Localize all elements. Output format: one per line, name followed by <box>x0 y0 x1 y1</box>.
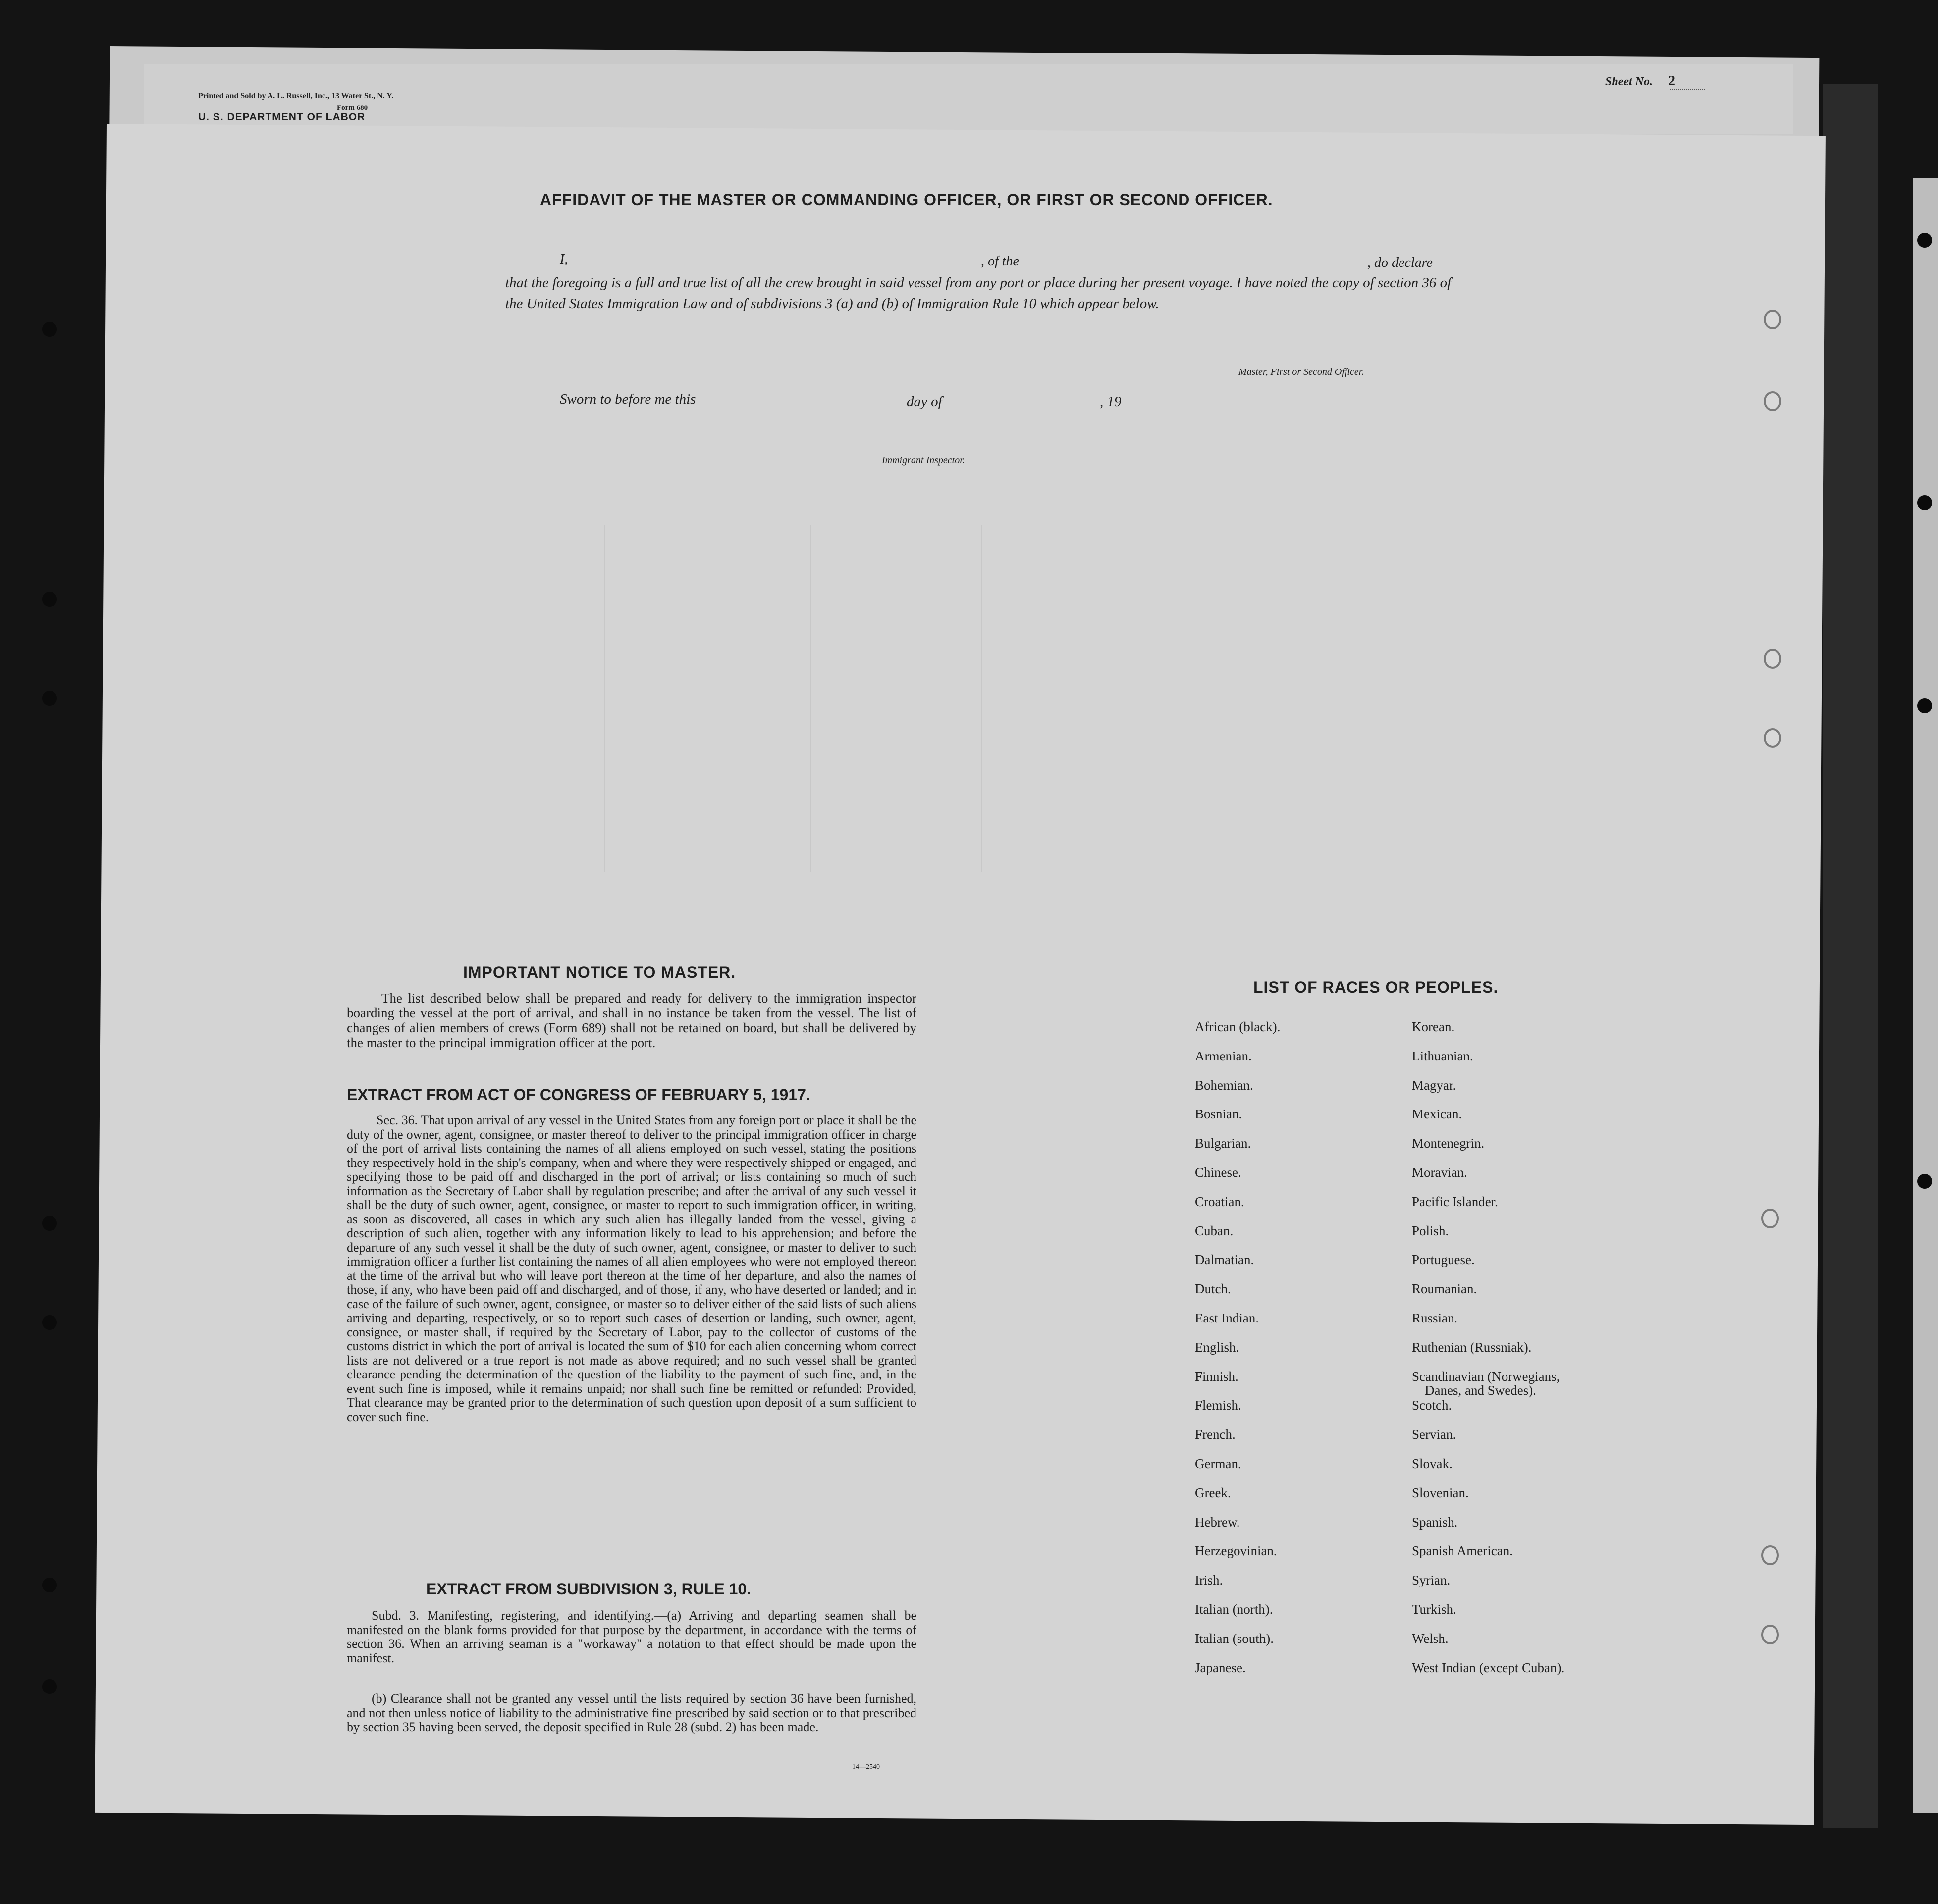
notice-body: The list described below shall be prepared and ready for delivery to the immigration inspector boarding the vessel at the port of arrival, and shall in no instance be taken from the vessel. The list of changes of alien members of crews (Form 689) shall not be retained on board, but shall be delivered by the master to the principal immigration officer at the port. <box>347 991 916 1050</box>
binder-hole <box>42 1216 57 1231</box>
page-shadow <box>1823 84 1878 1828</box>
binder-hole <box>42 1578 57 1592</box>
race-list-item: Polish. <box>1412 1223 1449 1238</box>
affidavit-declare-label: , do declare <box>1367 255 1433 270</box>
inspector-signature-label: Immigrant Inspector. <box>882 455 965 466</box>
bleed-through-line <box>981 525 982 872</box>
race-list-item: Japanese. <box>1195 1660 1246 1675</box>
race-list-item: Servian. <box>1412 1427 1456 1442</box>
race-list-item: Flemish. <box>1195 1398 1241 1413</box>
binder-hole <box>1917 495 1932 510</box>
race-list-item: Mexican. <box>1412 1107 1462 1121</box>
act-extract-body: Sec. 36. That upon arrival of any vessel in the United States from any foreign port or place it shall be the duty of the owner, agent, consignee, or master thereof to deliver to the principal immigration officer in charge of the port of arrival lists containing the names of all aliens employed on such vessel, stating the positions they respectively hold in the ship's company, when and where they were respectively shipped or engaged, and specifying those to be paid off and discharged in the port of arrival; or lists containing so much of such information as the Secretary of Labor shall by regulation prescribe; and after the arrival of any such vessel it shall be the duty of such owner, agent, consignee, or master to report to such immigration officer, in writing, as soon as discovered, all cases in which any such alien has illegally landed from the vessel, giving a description of such alien, together with any information likely to lead to his apprehension; and before the departure of any such vessel it shall be the duty of such owner, agent, consignee, or master to deliver to such immigration officer a further list containing the names of all alien employees who were not employed thereon at the time of the arrival but who will leave port thereon at the time of her departure, and also the names of those, if any, who have been paid off and discharged, and of those, if any, who have deserted or landed; and in case of the failure of such owner, agent, consignee, or master so to deliver either of the said lists of such aliens arriving and departing, respectively, or so to report such cases of desertion or landing, such owner, agent, consignee, or master shall, if required by the Secretary of Labor, pay to the collector of customs of the customs district in which the port of arrival is located the sum of $10 for each alien concerning whom correct lists are not delivered or a true report is not made as above required; and no such vessel shall be granted clearance pending the determination of the question of the liability to the payment of such fine, and, in the event such fine is imposed, while it remains unpaid; nor shall such fine be remitted or refunded: Provided, That clearance may be granted prior to the determination of such question upon deposit of a sum sufficient to cover such fine. <box>347 1113 916 1424</box>
sheet-number <box>1605 73 1705 89</box>
binder-hole <box>42 691 57 706</box>
binder-hole <box>42 592 57 607</box>
binder-hole <box>1917 233 1932 248</box>
rule-extract-title: EXTRACT FROM SUBDIVISION 3, RULE 10. <box>426 1580 752 1598</box>
race-list-item: Finnish. <box>1195 1369 1238 1384</box>
race-list-item: Armenian. <box>1195 1049 1252 1063</box>
department-label: U. S. DEPARTMENT OF LABOR <box>198 111 366 123</box>
form-number: Form 680 <box>337 104 368 112</box>
race-list-item: Croatian. <box>1195 1194 1244 1209</box>
binder-ring <box>1761 1545 1779 1565</box>
race-list-item: Syrian. <box>1412 1573 1451 1587</box>
races-list-title: LIST OF RACES OR PEOPLES. <box>1253 978 1499 996</box>
race-list-item: German. <box>1195 1456 1241 1471</box>
adjacent-page-edge <box>1913 178 1938 1813</box>
binder-hole <box>42 322 57 337</box>
race-list-item: Korean. <box>1412 1019 1455 1034</box>
affidavit-body: that the foregoing is a full and true list of all the crew brought in said vessel from any port or place during her present voyage. I have noted the copy of section 36 of the United States Immigration Law and of subdivisions 3 (a) and (b) of Immigration Rule 10 which appear below. <box>505 275 1452 312</box>
binder-ring <box>1764 728 1781 748</box>
rule-extract-subdivision-b: (b) Clearance shall not be granted any vessel until the lists required by section 36 have been furnished, and not then unless notice of liability to the administrative fine prescribed by said section or to that prescribed by section 35 having been served, the deposit specified in Rule 28 (subd. 2) has been made. <box>347 1692 916 1734</box>
binder-ring <box>1761 1625 1779 1644</box>
race-list-item: Russian. <box>1412 1311 1458 1325</box>
race-list-item: Bosnian. <box>1195 1107 1242 1121</box>
race-list-item: Dalmatian. <box>1195 1252 1254 1267</box>
race-list-item: Spanish American. <box>1412 1543 1513 1558</box>
race-list-item: Montenegrin. <box>1412 1136 1485 1151</box>
sheet-number-label: Sheet No. <box>1605 75 1653 88</box>
printer-credit: Printed and Sold by A. L. Russell, Inc., 13 Water St., N. Y. <box>198 92 394 100</box>
document-page <box>95 124 1826 1825</box>
sworn-label: Sworn to before me this <box>560 391 696 407</box>
race-list-item: Chinese. <box>1195 1165 1241 1180</box>
race-list-item: African (black). <box>1195 1019 1281 1034</box>
race-list-item: Bulgarian. <box>1195 1136 1251 1151</box>
act-extract-title: EXTRACT FROM ACT OF CONGRESS OF FEBRUARY 5, 1917. <box>347 1086 810 1104</box>
race-list-item: Greek. <box>1195 1485 1231 1500</box>
race-list-item: Irish. <box>1195 1573 1223 1587</box>
binder-ring <box>1761 1209 1779 1228</box>
binder-hole <box>42 1315 57 1330</box>
race-list-item: Italian (north). <box>1195 1602 1273 1617</box>
race-list-item: Danes, and Swedes). <box>1425 1383 1536 1398</box>
race-list-item: English. <box>1195 1340 1239 1355</box>
race-list-item: Cuban. <box>1195 1223 1234 1238</box>
race-list-item: East Indian. <box>1195 1311 1259 1325</box>
binder-ring <box>1764 649 1781 669</box>
rule-extract-subdivision-a: Subd. 3. Manifesting, registering, and identifying.—(a) Arriving and departing seamen shall be manifested on the blank forms provided for that purpose by the department, in accordance with the terms of section 36. When an arriving seaman is a "workaway" a notation to that effect should be made upon the manifest. <box>347 1608 916 1665</box>
race-list-item: Moravian. <box>1412 1165 1467 1180</box>
race-list-item: Magyar. <box>1412 1078 1456 1093</box>
race-list-item: Portuguese. <box>1412 1252 1475 1267</box>
race-list-item: Turkish. <box>1412 1602 1456 1617</box>
notice-title: IMPORTANT NOTICE TO MASTER. <box>463 963 736 981</box>
form-footer-code: 14—2540 <box>852 1763 880 1771</box>
sheet-number-value: 2 <box>1669 73 1705 90</box>
race-list-item: West Indian (except Cuban). <box>1412 1660 1565 1675</box>
master-signature-label: Master, First or Second Officer. <box>1238 367 1364 377</box>
binder-ring <box>1764 391 1781 411</box>
race-list-item: Pacific Islander. <box>1412 1194 1498 1209</box>
binder-ring <box>1764 310 1781 329</box>
year-label: , 19 <box>1100 394 1122 410</box>
bleed-through-line <box>810 525 811 872</box>
race-list-item: Slovenian. <box>1412 1485 1469 1500</box>
binder-hole <box>1917 698 1932 713</box>
day-of-label: day of <box>907 394 942 410</box>
race-list-item: Ruthenian (Russniak). <box>1412 1340 1532 1355</box>
race-list-item: Slovak. <box>1412 1456 1453 1471</box>
affidavit-title: AFFIDAVIT OF THE MASTER OR COMMANDING OFFICER, OR FIRST OR SECOND OFFICER. <box>540 191 1273 209</box>
race-list-item: Scotch. <box>1412 1398 1452 1413</box>
race-list-item: Italian (south). <box>1195 1631 1274 1646</box>
race-list-item: Roumanian. <box>1412 1281 1477 1296</box>
race-list-item: French. <box>1195 1427 1236 1442</box>
affidavit-vessel-label: , of the <box>981 254 1019 269</box>
race-list-item: Bohemian. <box>1195 1078 1253 1093</box>
binder-hole <box>1917 1174 1932 1189</box>
affidavit-name-label: I, <box>560 252 568 267</box>
race-list-item: Herzegovinian. <box>1195 1543 1277 1558</box>
race-list-item: Welsh. <box>1412 1631 1449 1646</box>
race-list-item: Hebrew. <box>1195 1515 1240 1530</box>
race-list-item: Spanish. <box>1412 1515 1458 1530</box>
race-list-item: Scandinavian (Norwegians, <box>1412 1369 1560 1384</box>
race-list-item: Lithuanian. <box>1412 1049 1473 1063</box>
binder-hole <box>42 1679 57 1694</box>
race-list-item: Dutch. <box>1195 1281 1231 1296</box>
bleed-through-line <box>604 525 605 872</box>
